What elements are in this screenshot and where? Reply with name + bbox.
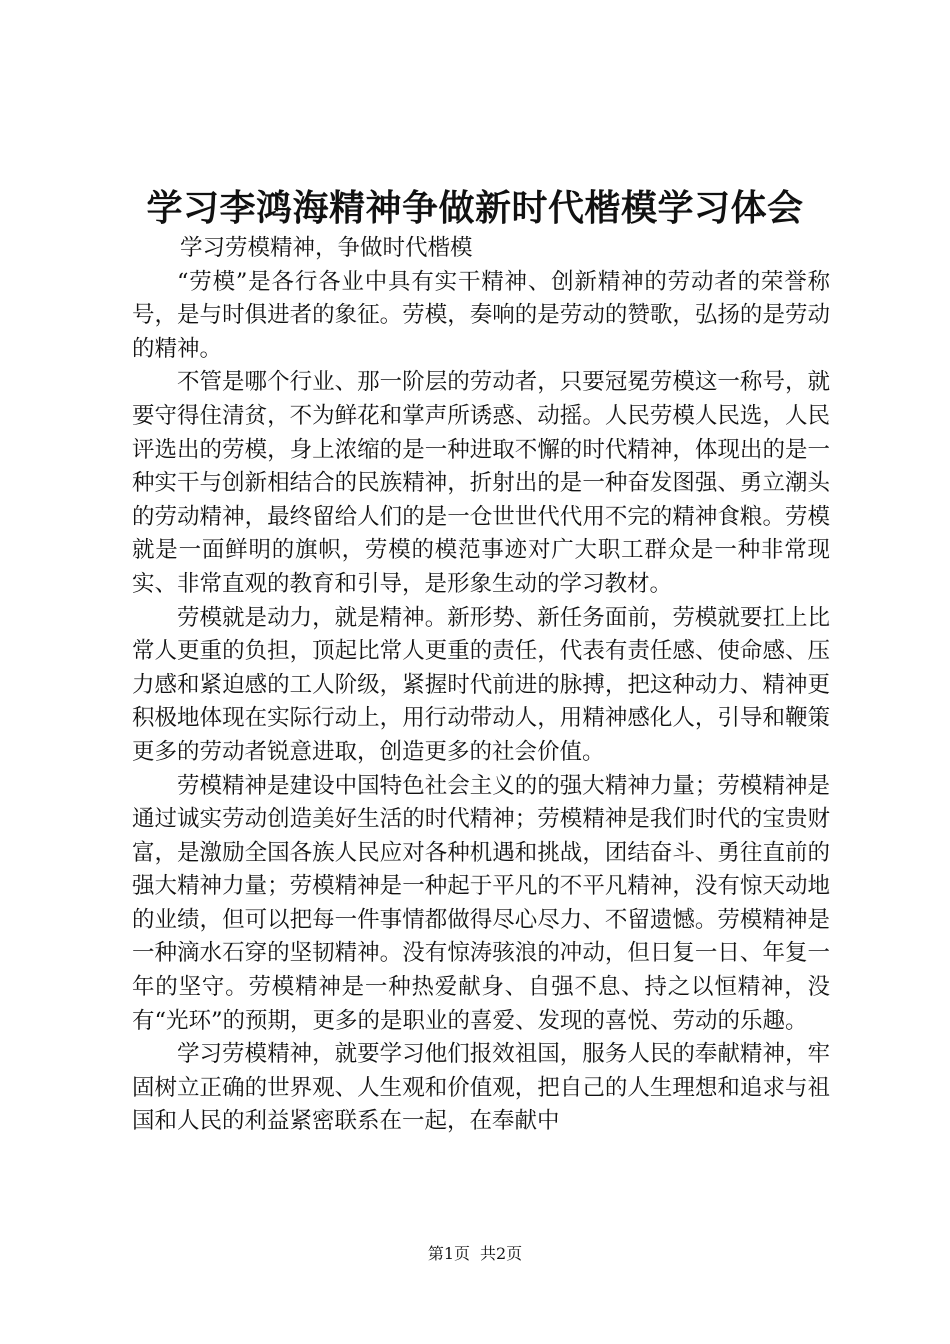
- paragraph-5: 学习劳模精神，就要学习他们报效祖国，服务人民的奉献精神，牢固树立正确的世界观、人生观和价值观，把自己的人生理想和追求与祖国和人民的利益紧密联系在一起，在奉献中: [132, 1041, 830, 1135]
- paragraph-2: 不管是哪个行业、那一阶层的劳动者，只要冠冕劳模这一称号，就要守得住清贫，不为鲜花和掌声所诱惑、动摇。人民劳模人民选，人民评选出的劳模，身上浓缩的是一种进取不懈的时代精神，体现出的是一种实干与创新相结合的民族精神，折射出的是一种奋发图强、勇立潮头的劳动精神，最终留给人们的是一仓世世代代用不完的精神食粮。劳模就是一面鲜明的旗帜，劳模的模范事迹对广大职工群众是一种非常现实、非常直观的教育和引导，是形象生动的学习教材。: [132, 369, 830, 597]
- paragraph-3: 劳模就是动力，就是精神。新形势、新任务面前，劳模就要扛上比常人更重的负担，顶起比常人更重的责任，代表有责任感、使命感、压力感和紧迫感的工人阶级，紧握时代前进的脉搏，把这种动力、精神更积极地体现在实际行动上，用行动带动人，用精神感化人，引导和鞭策更多的劳动者锐意进取，创造更多的社会价值。: [132, 604, 830, 765]
- page-footer: [0, 1242, 950, 1266]
- paragraph-4: 劳模精神是建设中国特色社会主义的的强大精神力量；劳模精神是通过诚实劳动创造美好生活的时代精神；劳模精神是我们时代的宝贵财富，是激励全国各族人民应对各种机遇和挑战，团结奋斗、勇往直前的强大精神力量；劳模精神是一种起于平凡的不平凡精神，没有惊天动地的业绩，但可以把每一件事情都做得尽心尽力、不留遗憾。劳模精神是一种滴水石穿的坚韧精神。没有惊涛骇浪的冲动，但日复一日、年复一年的坚守。劳模精神是一种热爱献身、自强不息、持之以恒精神，没有“光环”的预期，更多的是职业的喜爱、发现的喜悦、劳动的乐趣。: [132, 772, 830, 1034]
- document-body: [132, 232, 830, 1139]
- page-number: 第1页: [427, 1244, 470, 1263]
- document-title: 学习李鸿海精神争做新时代楷模学习体会: [146, 187, 804, 229]
- paragraph-1: “劳模”是各行各业中具有实干精神、创新精神的劳动者的荣誉称号，是与时俱进者的象征。劳模，奏响的是劳动的赞歌，弘扬的是劳动的精神。: [132, 268, 830, 362]
- document-subtitle: 学习劳模精神，争做时代楷模: [180, 235, 473, 261]
- page-total: 共2页: [480, 1244, 523, 1263]
